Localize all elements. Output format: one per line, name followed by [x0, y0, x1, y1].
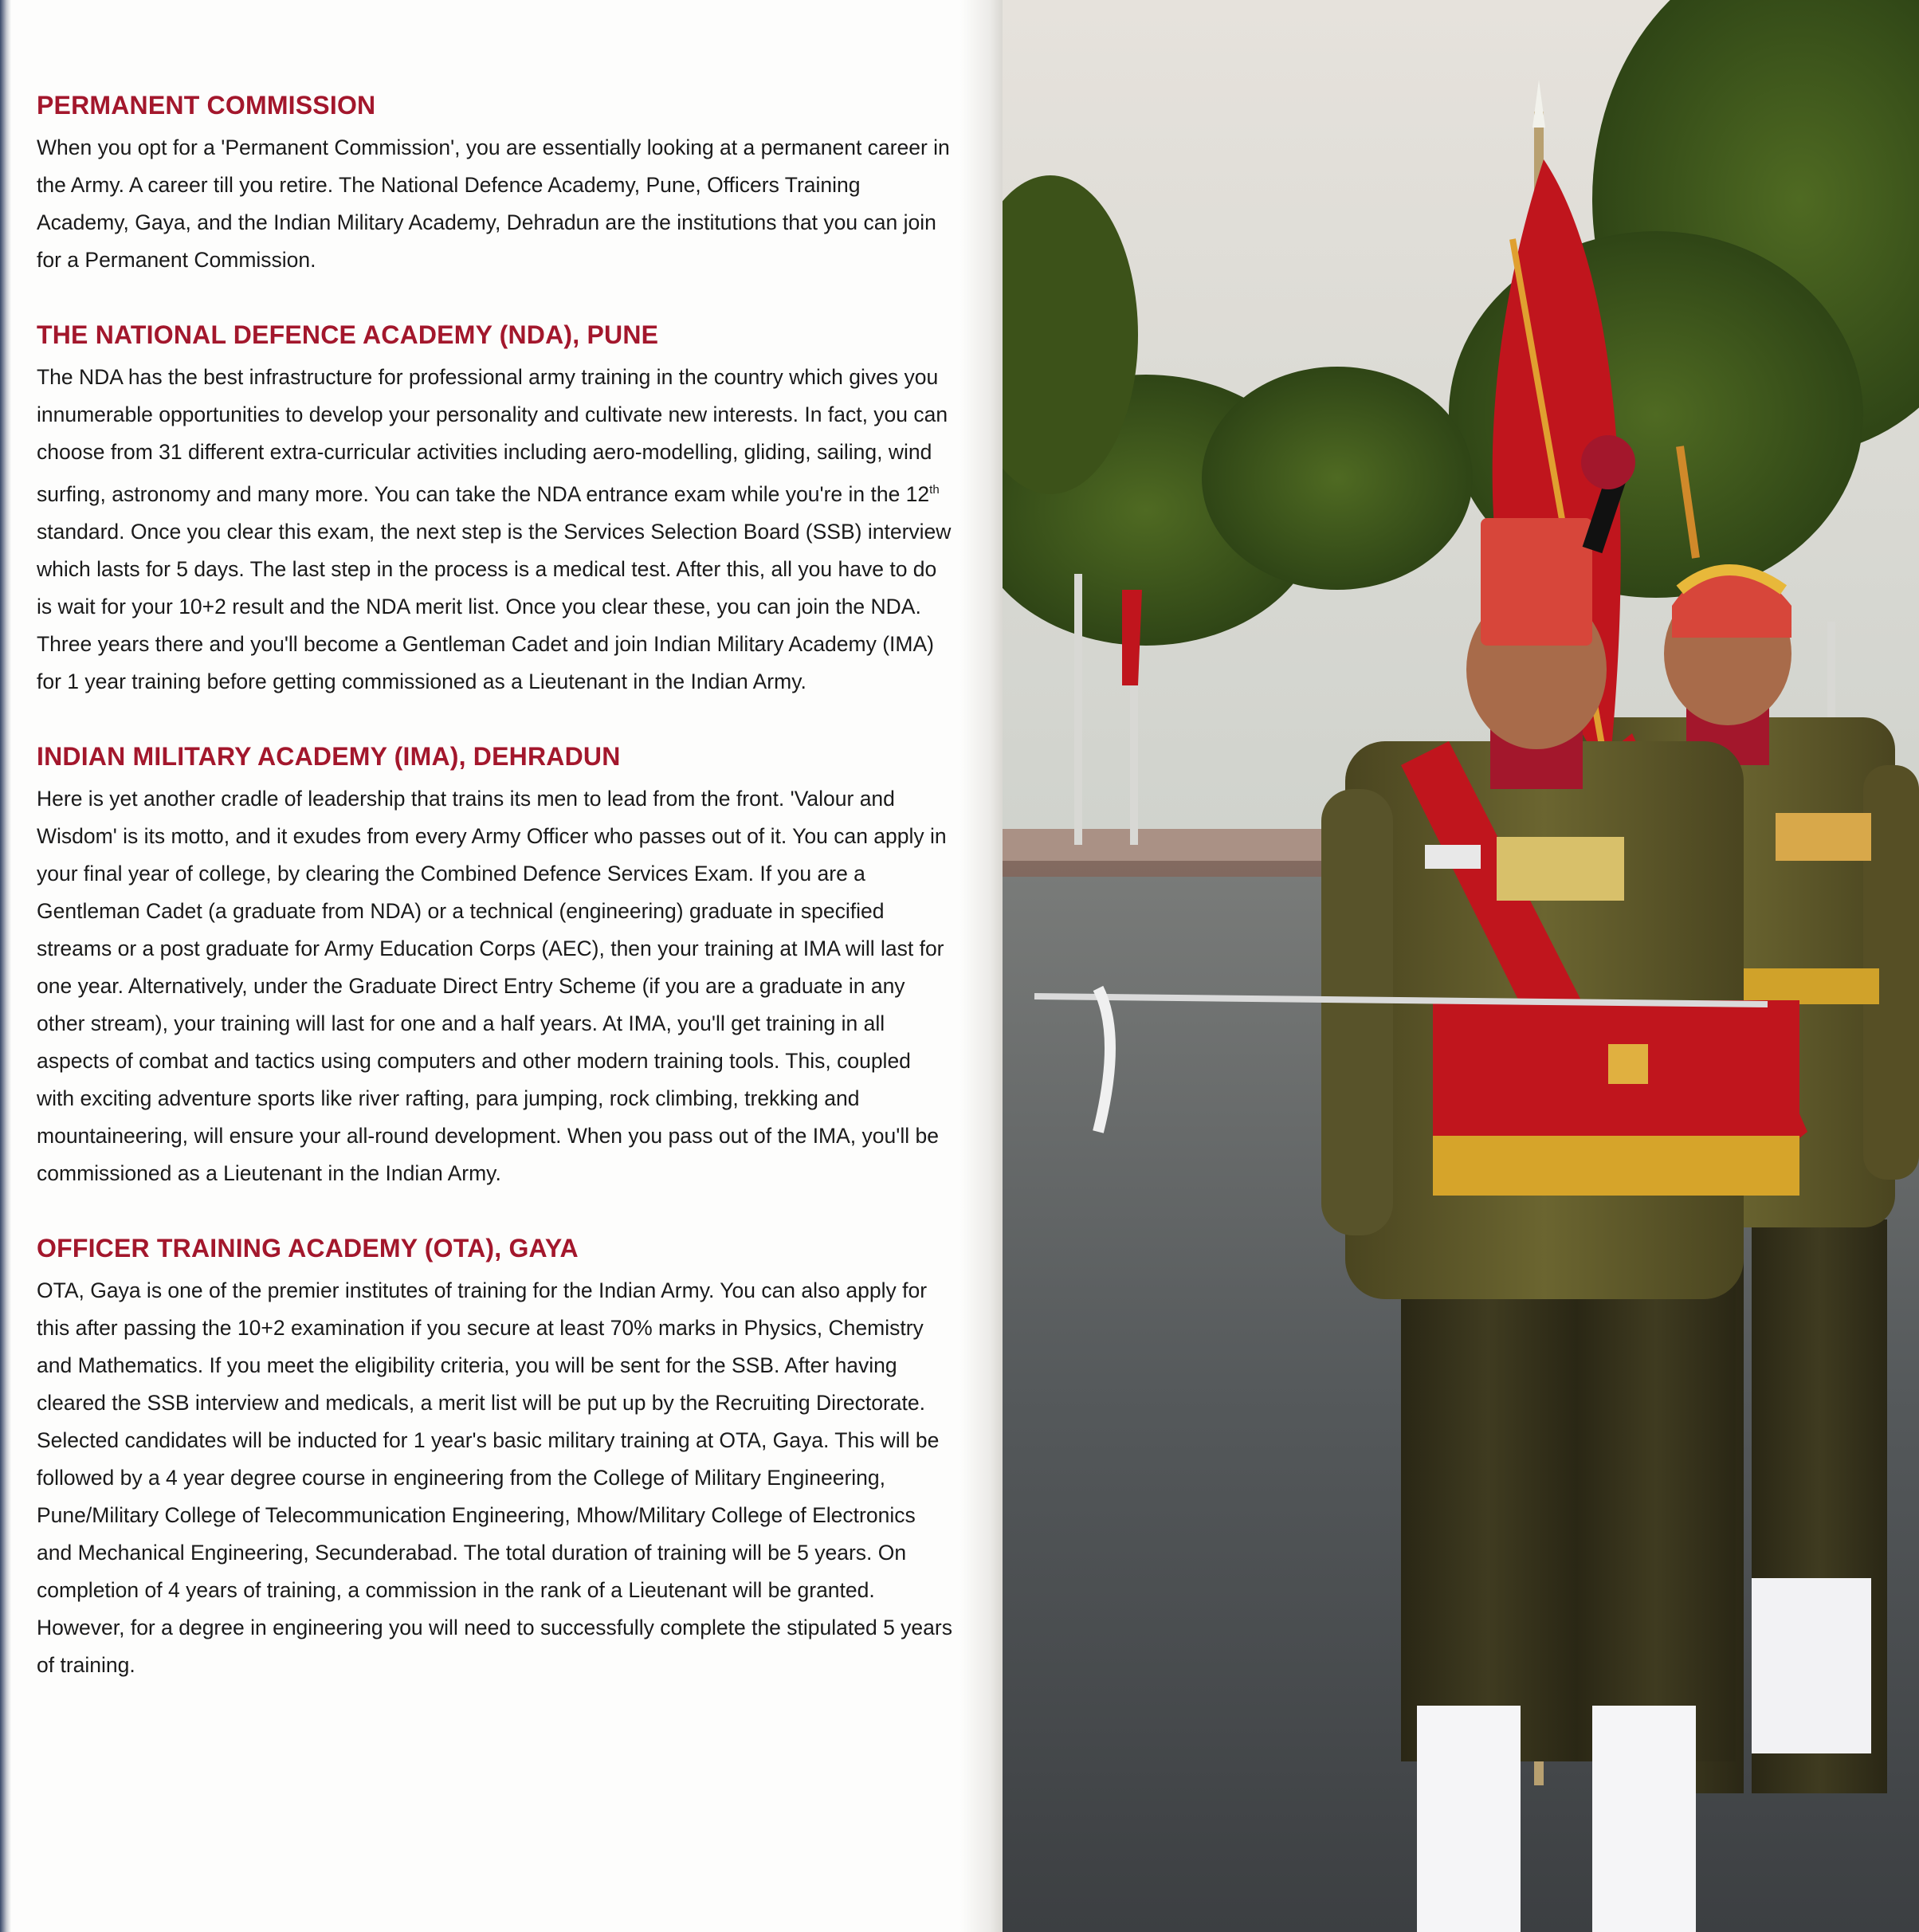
- section-body: Here is yet another cradle of leadership that trains its men to lead from the front. 'Valour and Wisdom' is its motto, and it exudes from every Army Officer who passes out of it. You can apply in your final year of college, by clearing the Combined Defence Services Exam. If you are a Gentleman Cadet (a graduate from NDA) or a technical (engineering) graduate in specified streams or a post graduate for Army Education Corps (AEC), then your training at IMA will last for one year. Alternatively, under the Graduate Direct Entry Scheme (if you are a graduate in any other stream), your training will last for one and a half years. At IMA, you'll get training in all aspects of combat and tactics using computers and other modern training tools. This, coupled with exciting adventure sports like river rafting, para jumping, rock climbing, trekking and mountaineering, will ensure your all-round development. When you pass out of the IMA, you'll be commissioned as a Lieutenant in the Indian Army.: [37, 786, 947, 1185]
- section-nda: [37, 319, 953, 701]
- body-text-part: The NDA has the best infrastructure for professional army training in the country which gives you innumerable opportunities to develop your personality and cultivate new interests. In fact, you can choose from 31 different extra-curricular activities including aero-modelling, gliding, sailing, wind surfing, astronomy and many more. You can take the NDA entrance exam while you're in the 12: [37, 365, 948, 506]
- section-permanent-commission: [37, 89, 953, 279]
- section-heading: THE NATIONAL DEFENCE ACADEMY (NDA), PUNE: [37, 320, 659, 349]
- section-body: [37, 359, 953, 701]
- page-gutter: [960, 0, 1003, 1932]
- section-ota: [37, 1232, 953, 1684]
- section-heading: OFFICER TRAINING ACADEMY (OTA), GAYA: [37, 1233, 579, 1262]
- body-text-part: standard. Once you clear this exam, the next step is the Services Selection Board (SSB) interview which lasts for 5 days. The last step in the process is a medical test. After this, all you have to do is wait for your 10+2 result and the NDA merit list. Once you clear these, you can join the NDA. Three years there and you'll become a Gentleman Cadet and join Indian Military Academy (IMA) for 1 year training before getting commissioned as a Lieutenant in the Indian Army.: [37, 519, 952, 693]
- section-body: OTA, Gaya is one of the premier institutes of training for the Indian Army. You can also apply for this after passing the 10+2 examination if you secure at least 70% marks in Physics, Chemistry and Mathematics. If you meet the eligibility criteria, you will be sent for the SSB. After having cleared the SSB interview and medicals, a merit list will be put up by the Recruiting Directorate. Selected candidates will be inducted for 1 year's basic military training at OTA, Gaya. This will be followed by a 4 year degree course in engineering from the College of Military Engineering, Pune/Military College of Telecommunication Engineering, Mhow/Military College of Electronics and Mechanical Engineering, Secunderabad. The total duration of training will be 5 years. On completion of 4 years of training, a commission in the rank of a Lieutenant will be granted. However, for a degree in engineering you will need to successfully complete the stipulated 5 years of training.: [37, 1278, 952, 1677]
- section-heading: INDIAN MILITARY ACADEMY (IMA), DEHRADUN: [37, 741, 621, 771]
- section-body: When you opt for a 'Permanent Commission', you are essentially looking at a permanent career in the Army. A career till you retire. The National Defence Academy, Pune, Officers Training Academy, Gaya, and the Indian Military Academy, Dehradun are the institutions that you can join for a Permanent Commission.: [37, 135, 950, 272]
- section-ima: [37, 740, 953, 1192]
- soldiers-parade-photo: [1003, 0, 1919, 1932]
- section-heading: PERMANENT COMMISSION: [37, 91, 376, 120]
- photo-illustration: [1003, 0, 1919, 1932]
- page-binding-edge: [0, 0, 11, 1932]
- text-column: [37, 89, 953, 1724]
- ordinal-suffix: th: [929, 483, 940, 497]
